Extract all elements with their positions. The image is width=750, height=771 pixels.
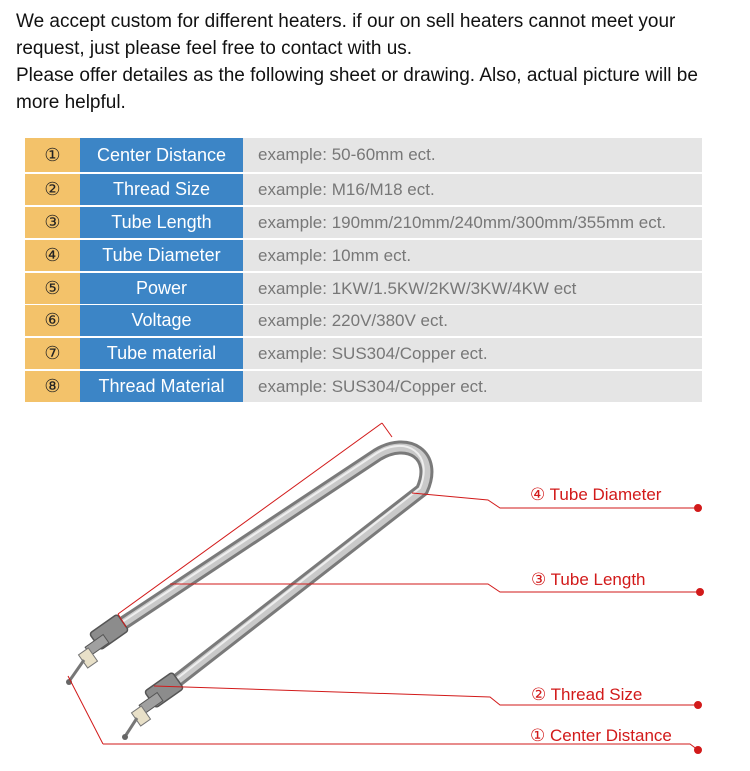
row-number: ④ bbox=[25, 240, 80, 271]
row-example: example: 50-60mm ect. bbox=[243, 138, 702, 172]
spec-row-tube-material bbox=[25, 338, 702, 369]
spec-row-thread-material bbox=[25, 371, 702, 402]
heater-tube bbox=[110, 446, 426, 690]
spec-row-tube-length bbox=[25, 207, 702, 238]
callout-thread-size: ② Thread Size bbox=[531, 685, 643, 704]
row-label: Tube material bbox=[80, 338, 243, 369]
row-example: example: 1KW/1.5KW/2KW/3KW/4KW ect bbox=[243, 273, 702, 304]
row-label: Power bbox=[80, 273, 243, 304]
row-number: ⑦ bbox=[25, 338, 80, 369]
row-example: example: 190mm/210mm/240mm/300mm/355mm ect. bbox=[243, 207, 702, 238]
spec-row-center-distance bbox=[25, 138, 702, 172]
row-number: ② bbox=[25, 174, 80, 205]
row-example: example: M16/M18 ect. bbox=[243, 174, 702, 205]
spec-row-tube-diameter bbox=[25, 240, 702, 271]
row-label: Thread Material bbox=[80, 371, 243, 402]
spec-table bbox=[25, 138, 702, 402]
row-example: example: SUS304/Copper ect. bbox=[243, 338, 702, 369]
heater-diagram bbox=[0, 405, 750, 771]
row-number: ① bbox=[25, 138, 80, 172]
terminal-right bbox=[122, 672, 184, 740]
row-label: Tube Length bbox=[80, 207, 243, 238]
intro-line-1: We accept custom for different heaters. if our on sell heaters cannot meet your request, just please feel free to contact with us. bbox=[16, 11, 676, 59]
row-number: ⑤ bbox=[25, 273, 80, 304]
row-example: example: 10mm ect. bbox=[243, 240, 702, 271]
callout-center-distance: ① Center Distance bbox=[530, 726, 672, 745]
row-number: ⑧ bbox=[25, 371, 80, 402]
callout-tube-diameter: ④ Tube Diameter bbox=[530, 485, 662, 504]
row-number: ⑥ bbox=[25, 305, 80, 336]
row-label: Tube Diameter bbox=[80, 240, 243, 271]
intro-line-2: Please offer detailes as the following sheet or drawing. Also, actual picture will be more helpful. bbox=[16, 65, 698, 113]
row-label: Voltage bbox=[80, 305, 243, 336]
spec-row-power bbox=[25, 273, 702, 304]
row-label: Thread Size bbox=[80, 174, 243, 205]
row-number: ③ bbox=[25, 207, 80, 238]
row-label: Center Distance bbox=[80, 138, 243, 172]
intro-text bbox=[16, 8, 741, 116]
spec-row-thread-size bbox=[25, 174, 702, 205]
callout-tube-length: ③ Tube Length bbox=[531, 570, 646, 589]
spec-row-voltage bbox=[25, 305, 702, 336]
row-example: example: SUS304/Copper ect. bbox=[243, 371, 702, 402]
terminal-left bbox=[66, 614, 129, 685]
row-example: example: 220V/380V ect. bbox=[243, 305, 702, 336]
